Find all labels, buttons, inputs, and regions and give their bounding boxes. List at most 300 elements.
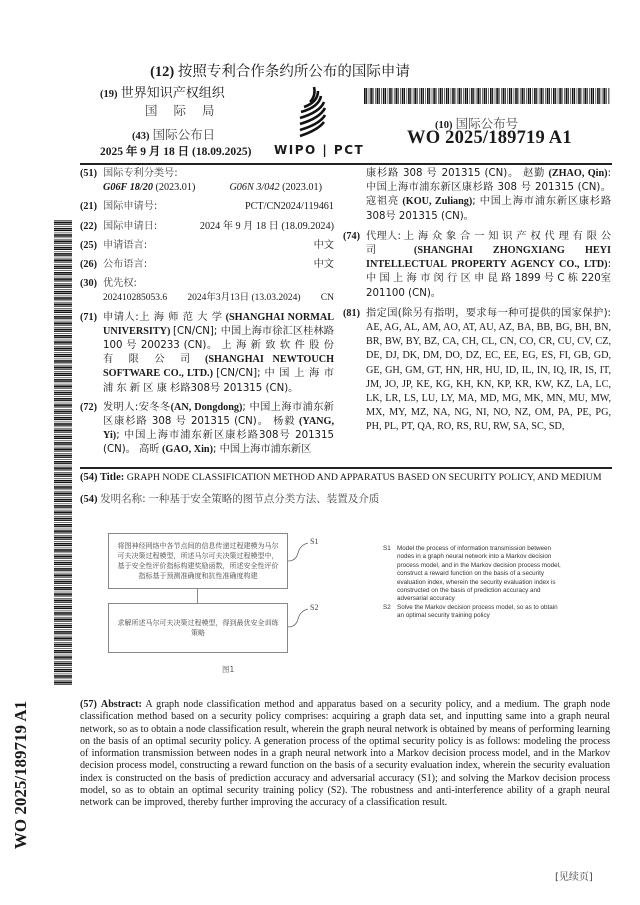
- barcode-bar: [54, 425, 72, 426]
- inventor-3-en: (GAO, Xin): [162, 444, 213, 456]
- barcode-bar: [54, 322, 72, 324]
- barcode-bar: [54, 482, 72, 483]
- barcode-bar: [54, 277, 72, 278]
- barcode-bar: [520, 88, 521, 104]
- barcode-bar: [421, 88, 423, 104]
- barcode-bar: [54, 495, 72, 496]
- barcode-bar: [54, 612, 72, 614]
- barcode-bar: [54, 430, 72, 432]
- barcode-bar: [54, 545, 72, 546]
- agent-name-en: (SHANGHAI ZHONGXIANG HEYI INTELLECTUAL PROPERTY AGENCY CO., LTD): [366, 245, 611, 271]
- barcode-bar: [54, 315, 72, 316]
- barcode-bar: [54, 249, 72, 250]
- application-number: PCT/CN2024/119461: [244, 201, 334, 213]
- barcode-bar: [54, 636, 72, 637]
- publication-number: WO 2025/189719 A1: [407, 128, 572, 148]
- barcode-bar: [398, 88, 399, 104]
- barcode-bar: [54, 388, 72, 389]
- barcode-bar: [54, 627, 72, 628]
- barcode-bar: [587, 88, 588, 104]
- barcode-bar: [54, 480, 72, 482]
- barcode-bar: [54, 637, 72, 639]
- barcode-bar: [54, 442, 72, 444]
- barcode-bar: [457, 88, 458, 104]
- barcode-bar: [54, 507, 72, 508]
- barcode-bar: [54, 510, 72, 511]
- barcode-bar: [54, 608, 72, 609]
- barcode-bar: [54, 556, 72, 558]
- barcode-bar: [54, 485, 72, 486]
- barcode-bar: [54, 476, 72, 477]
- field-code: (22): [80, 220, 97, 232]
- barcode-bar: [54, 598, 72, 599]
- abstract-code: (57): [80, 699, 97, 710]
- inventor-address-2: ; 中国上海市浦东新区康杉路308号 201315 (CN)。 高昕: [103, 430, 334, 456]
- barcode-bar: [54, 532, 72, 533]
- barcode-bar: [459, 88, 461, 104]
- legend-item-s1: [383, 545, 563, 604]
- org-code: (19): [100, 89, 118, 100]
- field-code: (26): [80, 259, 97, 271]
- barcode-bar: [427, 88, 429, 104]
- field-30-priority: [80, 277, 334, 305]
- barcode-bar: [54, 677, 72, 678]
- inventor-2-en: (YANG, Yi): [103, 416, 334, 442]
- barcode-bar: [54, 371, 72, 372]
- barcode-bar: [54, 606, 72, 608]
- barcode-bar: [54, 262, 72, 263]
- barcode-bar: [54, 233, 72, 234]
- barcode-bar: [54, 384, 72, 385]
- barcode-bar: [467, 88, 468, 104]
- title-en-label: Title:: [99, 472, 125, 483]
- barcode-bar: [54, 459, 72, 460]
- barcode-bar: [54, 625, 72, 627]
- side-publication-number: [6, 700, 36, 850]
- step-tag-s2: S2: [310, 603, 319, 612]
- organization-name: [100, 82, 225, 101]
- barcode-bar: [561, 88, 562, 104]
- title-en-text: GRAPH NODE CLASSIFICATION METHOD AND APPARATUS BASED ON SECURITY POLICY, AND MEDIUM: [126, 472, 602, 483]
- barcode-bar: [54, 522, 72, 523]
- barcode-bar: [54, 497, 72, 498]
- barcode-bar: [596, 88, 597, 104]
- barcode-bar: [54, 403, 72, 404]
- side-pub-no-text: WO 2025/189719 A1: [11, 700, 30, 850]
- barcode-bar: [54, 541, 72, 542]
- barcode-bar: [54, 346, 72, 347]
- barcode-bar: [54, 577, 72, 578]
- barcode-bar: [54, 350, 72, 351]
- barcode-bar: [490, 88, 492, 104]
- barcode-bar: [54, 682, 72, 684]
- barcode-bar: [54, 333, 72, 334]
- barcode-bar: [429, 88, 430, 104]
- barcode-bar: [54, 684, 72, 685]
- barcode-bar: [54, 400, 72, 401]
- barcode-bar: [438, 88, 439, 104]
- barcode-bar: [564, 88, 565, 104]
- barcode-bar: [54, 592, 72, 593]
- barcode-bar: [515, 88, 517, 104]
- barcode-bar: [419, 88, 420, 104]
- abstract-text: A graph node classification method and apparatus based on a security policy, and a medium. The graph node classification method based on a security policy comprises: acquiring a graph data set, and inputting same into a graph neural network, so as to obtain a node classification result, wherein the graph neural network is obtained by means of performing learning on the basis of an optimal security policy. A generation process of the optimal security policy is as follows: modeling the process of information transmission between nodes in a graph neural network into a Markov decision process model, and in the Markov decision process model, constructing a reward function on the basis of a security evaluation index, wherein the security evaluation index is constructed on the basis of prediction accuracy and adversarial accuracy (S1); and solving the Markov decision process model, so as to obtain an optimal security training policy (S2). The robustness and anti-interference ability of a graph neural network can be improved, thereby further improving the accuracy of a classification result.: [80, 699, 611, 809]
- ipc-class-1-version: (2023.01): [155, 182, 196, 194]
- barcode-bar: [54, 293, 72, 294]
- inventor-address-1: ; 中国上海市浦东新区康杉路 308 号 201315 (CN)。 杨毅: [103, 401, 334, 428]
- barcode-bar: [54, 451, 72, 452]
- title-chinese: [80, 491, 379, 506]
- barcode-bar: [54, 656, 72, 658]
- barcode-bar: [465, 88, 467, 104]
- barcode-bar: [432, 88, 433, 104]
- barcode-bar: [570, 88, 571, 104]
- barcode-bar: [54, 463, 72, 464]
- barcode-bar: [54, 274, 72, 275]
- barcode-bar: [448, 88, 449, 104]
- barcode-bar: [54, 365, 72, 366]
- barcode-bar: [555, 88, 556, 104]
- barcode-bar: [54, 650, 72, 652]
- barcode-bar: [54, 648, 72, 649]
- barcode-bar: [372, 88, 373, 104]
- barcode-bar: [54, 474, 72, 476]
- barcode-bar: [54, 516, 72, 517]
- barcode-bar: [583, 88, 584, 104]
- barcode-bar: [54, 619, 72, 621]
- barcode-bar: [54, 243, 72, 244]
- barcode-bar: [54, 630, 72, 631]
- legend-key: S2: [383, 603, 391, 611]
- applicant-2-en: (SHANGHAI NEWTOUCH SOFTWARE CO., LTD.): [103, 354, 334, 380]
- priority-country: CN: [320, 293, 334, 304]
- barcode-bar: [54, 461, 72, 463]
- ipc-class-2-version: (2023.01): [282, 182, 322, 194]
- barcode-bar: [54, 671, 72, 672]
- barcode-bar: [54, 340, 72, 341]
- field-74-agent: [343, 230, 611, 301]
- barcode-bar: [54, 511, 72, 513]
- barcode-bar: [599, 88, 600, 104]
- barcode-bar: [591, 88, 593, 104]
- barcode-bar: [54, 241, 72, 243]
- barcode-bar: [54, 335, 72, 337]
- field-22-filing-date: [80, 220, 334, 234]
- barcode-bar: [54, 505, 72, 507]
- title-en-code: (54): [80, 472, 98, 483]
- barcode-bar: [476, 88, 477, 104]
- barcode-bar: [54, 621, 72, 622]
- field-code: (74): [343, 230, 360, 242]
- barcode-bar: [54, 518, 72, 520]
- barcode-bar: [54, 297, 72, 299]
- barcode-bar: [451, 88, 452, 104]
- barcode-bar: [54, 409, 72, 410]
- barcode-bar: [480, 88, 481, 104]
- inventor-4-en: (ZHAO, Qin): [548, 168, 608, 179]
- field-label: 指定国(除另有指明，要求每一种可提供的国家保护):: [366, 307, 611, 319]
- field-code: (25): [80, 239, 97, 251]
- barcode-bar: [54, 583, 72, 584]
- barcode-bar: [414, 88, 416, 104]
- figure-legend: [383, 545, 563, 621]
- barcode-bar: [54, 423, 72, 425]
- barcode-bar: [551, 88, 552, 104]
- barcode-bar: [54, 272, 72, 274]
- inventor-5-en: (KOU, Zuliang): [402, 196, 473, 208]
- barcode-bar: [54, 444, 72, 445]
- inventor-1-en: (AN, Dongdong): [170, 401, 243, 413]
- barcode-bar: [54, 467, 72, 469]
- barcode-bar: [602, 88, 603, 104]
- barcode-bar: [54, 537, 72, 539]
- field-25-filing-language: [80, 239, 334, 253]
- barcode-bar: [440, 88, 442, 104]
- designated-states-list: AE, AG, AL, AM, AO, AT, AU, AZ, BA, BB, BG, BH, BN, BR, BW, BY, BZ, CA, CH, CL, CN, CO, CR, CU, CV, CZ, DE, DJ, DK, DM, DO, DZ, EC, EE, EG, ES, FI, GB, GD, GE, GH, GM, GT, HN, HR, HU, ID, IL, IN, IQ, IR, IS, IT, JM, JO, JP, KE, KG, KH, KN, KP, KR, KW, KZ, LA, LC, LK, LR, LS, LU, LY, MA, MD, MG, MK, MN, MU, MW, MX, MY, MZ, NA, NG, NI, NO, NZ, OM, PA, PE, PG, PH, PL, PT, QA, RO, RS, RU, RW, SA, SC, SD,: [366, 322, 611, 433]
- barcode-bar: [54, 258, 72, 259]
- barcode-bar: [54, 321, 72, 322]
- biblio-divider: [80, 467, 612, 469]
- barcode-bar: [54, 259, 72, 261]
- barcode-bar: [400, 88, 401, 104]
- barcode-bar: [540, 88, 542, 104]
- barcode-bar: [608, 88, 609, 104]
- barcode-bar: [54, 341, 72, 343]
- inventor-address-3: ; 中国上海市浦东新区: [212, 444, 312, 456]
- filing-date: 2024 年 9 月 18 日 (18.09.2024): [199, 220, 334, 232]
- barcode-bar: [536, 88, 537, 104]
- barcode-bar: [54, 604, 72, 605]
- title-english: [80, 472, 602, 483]
- barcode-bar: [54, 549, 72, 551]
- barcode-bar: [54, 539, 72, 540]
- barcode-bar: [54, 253, 72, 255]
- barcode-bar: [54, 264, 72, 265]
- barcode-bar: [54, 472, 72, 473]
- barcode-bar: [375, 88, 376, 104]
- barcode-bar: [54, 579, 72, 580]
- field-code: (72): [80, 401, 97, 413]
- ipc-class-2: G06N 3/042: [229, 182, 280, 194]
- barcode-bar: [54, 356, 72, 357]
- pub-date-code: (43): [132, 131, 150, 142]
- barcode-bar: [54, 441, 72, 442]
- barcode-bar: [54, 224, 72, 225]
- pub-no-code: (10): [435, 120, 453, 131]
- barcode-bar: [471, 88, 473, 104]
- barcode-bar: [54, 600, 72, 602]
- barcode-bar: [54, 411, 72, 413]
- barcode-bar: [54, 655, 72, 656]
- barcode-bar: [413, 88, 414, 104]
- priority-date: 2024年3月13日 (13.03.2024): [187, 293, 301, 304]
- agent-name-zh: 上 海 众 象 合 一 知 识 产 权 代 理 有 限 公 司: [366, 230, 612, 257]
- barcode-bar: [444, 88, 445, 104]
- applicant-address-2: [CN/CN]; 中 国 上 海 市 浦 东 新 区 康 杉路308号 201315 (CN)。: [103, 368, 334, 394]
- barcode-bar: [54, 252, 72, 253]
- field-label: 国际专利分类号:: [103, 168, 178, 179]
- barcode-bar: [606, 88, 607, 104]
- barcode-bar: [404, 88, 405, 104]
- barcode-bar: [578, 88, 580, 104]
- barcode-bar: [54, 447, 72, 448]
- field-label: 申请人:: [103, 311, 139, 323]
- barcode-bar: [482, 88, 483, 104]
- applicant-address-1: [CN/CN]; 中国上海市徐汇区桂林路 100 号 200233 (CN)。 上 海 新 致 软 件 股 份 有 限 公 司: [103, 325, 334, 366]
- filing-language: 中文: [313, 239, 334, 251]
- barcode-bar: [597, 88, 599, 104]
- barcode-bar: [54, 504, 72, 505]
- barcode-bar: [545, 88, 546, 104]
- barcode-bar: [54, 564, 72, 565]
- barcode-bar: [54, 220, 72, 221]
- barcode-bar: [54, 658, 72, 659]
- barcode-bar: [388, 88, 389, 104]
- barcode-bar: [54, 551, 72, 552]
- barcode-bar: [54, 434, 72, 435]
- barcode-bar: [379, 88, 380, 104]
- barcode-bar: [54, 554, 72, 555]
- doc-type-text: 按照专利合作条约所公布的国际申请: [177, 64, 410, 80]
- barcode-bar: [54, 623, 72, 624]
- barcode-bar: [54, 644, 72, 646]
- barcode-bar: [54, 642, 72, 643]
- barcode-bar: [369, 88, 370, 104]
- applicant-1-en: (SHANGHAI NORMAL UNIVERSITY): [103, 311, 334, 337]
- barcode-bar: [407, 88, 408, 104]
- field-code: (51): [80, 168, 97, 179]
- barcode-bar: [54, 398, 72, 400]
- barcode-bar: [534, 88, 536, 104]
- barcode-bar: [385, 88, 386, 104]
- field-label: 国际申请日:: [103, 220, 158, 232]
- barcode-bar: [54, 520, 72, 521]
- barcode-bar: [54, 343, 72, 344]
- barcode-bar: [446, 88, 448, 104]
- figure-caption: 图1: [222, 665, 235, 674]
- applicant-1-zh: 上 海 师 范 大 学: [138, 311, 223, 323]
- barcode-bar: [54, 567, 72, 568]
- barcode-bar: [54, 385, 72, 387]
- barcode-bar: [580, 88, 581, 104]
- barcode-bar: [54, 558, 72, 559]
- barcode-bar: [54, 266, 72, 268]
- inventor-address-4: : 中国上海市浦东新区康杉路 308 号 201315 (CN)。 寇祖亮: [366, 168, 611, 208]
- barcode-bar: [54, 560, 72, 561]
- barcode-bar: [577, 88, 578, 104]
- barcode-bar: [54, 318, 72, 319]
- barcode-bar: [54, 581, 72, 583]
- field-label: 发明人:: [103, 401, 139, 413]
- field-81-designated-states: [343, 307, 611, 435]
- barcode-bar: [511, 88, 512, 104]
- barcode-bar: [54, 669, 72, 671]
- flowchart-step-s1-box: 将图神经网络中各节点间的信息传递过程建模为马尔可夫决策过程模型，所述马尔可夫决策过程模型中，基于安全性评价指标构建奖励函数，所述安全性评价指标基于预测准确度和抗性准确度构建: [108, 533, 288, 589]
- barcode-bar: [54, 278, 72, 280]
- barcode-bar: [526, 88, 527, 104]
- abstract-label: Abstract:: [100, 699, 142, 710]
- barcode-bar: [54, 329, 72, 331]
- barcode-bar: [54, 529, 72, 530]
- barcode-bar: [54, 646, 72, 647]
- barcode-bar: [498, 88, 499, 104]
- barcode-bar: [54, 230, 72, 231]
- barcode-bar: [54, 359, 72, 360]
- wipo-pct-wordmark: WIPO | PCT: [274, 143, 365, 157]
- publication-date-value: 2025 年 9 月 18 日 (18.09.2025): [100, 146, 252, 158]
- barcode-bar: [54, 548, 72, 549]
- barcode-bar: [54, 331, 72, 332]
- barcode-bar: [54, 574, 72, 576]
- flowchart-step-s2-box: 求解所述马尔可夫决策过程模型，得到最优安全训练策略: [108, 603, 288, 653]
- barcode-bar: [454, 88, 455, 104]
- barcode-bar: [435, 88, 436, 104]
- barcode-bar: [589, 88, 590, 104]
- barcode-bar: [543, 88, 544, 104]
- barcode-bar: [364, 88, 366, 104]
- field-72-inventors-continued: [343, 167, 611, 224]
- barcode-bar: [54, 316, 72, 318]
- barcode-bar: [396, 88, 398, 104]
- ipc-class-1: G06F 18/20: [103, 182, 153, 194]
- field-71-applicants: [80, 311, 334, 396]
- barcode-bar: [514, 88, 515, 104]
- barcode-bar: [54, 379, 72, 381]
- barcode-bar: [423, 88, 424, 104]
- barcode-bar: [54, 562, 72, 564]
- field-label: 申请语言:: [103, 239, 148, 251]
- field-72-inventors: [80, 401, 334, 458]
- barcode-bar: [533, 88, 534, 104]
- barcode-bar: [54, 268, 72, 269]
- barcode-bar: [366, 88, 367, 104]
- barcode-bar: [559, 88, 561, 104]
- barcode-bar: [54, 378, 72, 379]
- field-label: 代理人:: [366, 230, 401, 242]
- barcode-bar: [54, 602, 72, 603]
- barcode-bar: [54, 491, 72, 492]
- step-tag-s1: S1: [310, 537, 319, 546]
- barcode-bar: [54, 680, 72, 681]
- barcode-bar: [54, 285, 72, 287]
- inventor-address-3-cont: 康杉路 308 号 201315 (CN)。 赵勤: [366, 168, 546, 179]
- legend-text: Solve the Markov decision process model, so as to obtain an optimal security training policy: [397, 603, 558, 620]
- barcode-bar: [410, 88, 411, 104]
- barcode-bar: [488, 88, 489, 104]
- barcode-bar: [54, 428, 72, 429]
- barcode-bar: [54, 457, 72, 458]
- barcode-bar: [425, 88, 426, 104]
- barcode-bar: [54, 640, 72, 641]
- barcode-bar: [486, 88, 487, 104]
- barcode-bar: [54, 524, 72, 526]
- barcode-bar: [558, 88, 559, 104]
- barcode-bar: [394, 88, 395, 104]
- title-zh-text: 一种基于安全策略的图节点分类方法、装置及介质: [148, 493, 380, 505]
- barcode-bar: [54, 652, 72, 653]
- barcode-bar: [370, 88, 372, 104]
- barcode-bar: [503, 88, 505, 104]
- barcode-bar: [54, 255, 72, 256]
- barcode-bar: [54, 526, 72, 527]
- barcode-bar: [553, 88, 555, 104]
- barcode-bar: [54, 381, 72, 382]
- barcode-bar: [54, 488, 72, 489]
- barcode-bar: [54, 337, 72, 338]
- barcode-bar: [593, 88, 594, 104]
- title-zh-code: (54): [80, 494, 98, 505]
- barcode-bar: [54, 466, 72, 467]
